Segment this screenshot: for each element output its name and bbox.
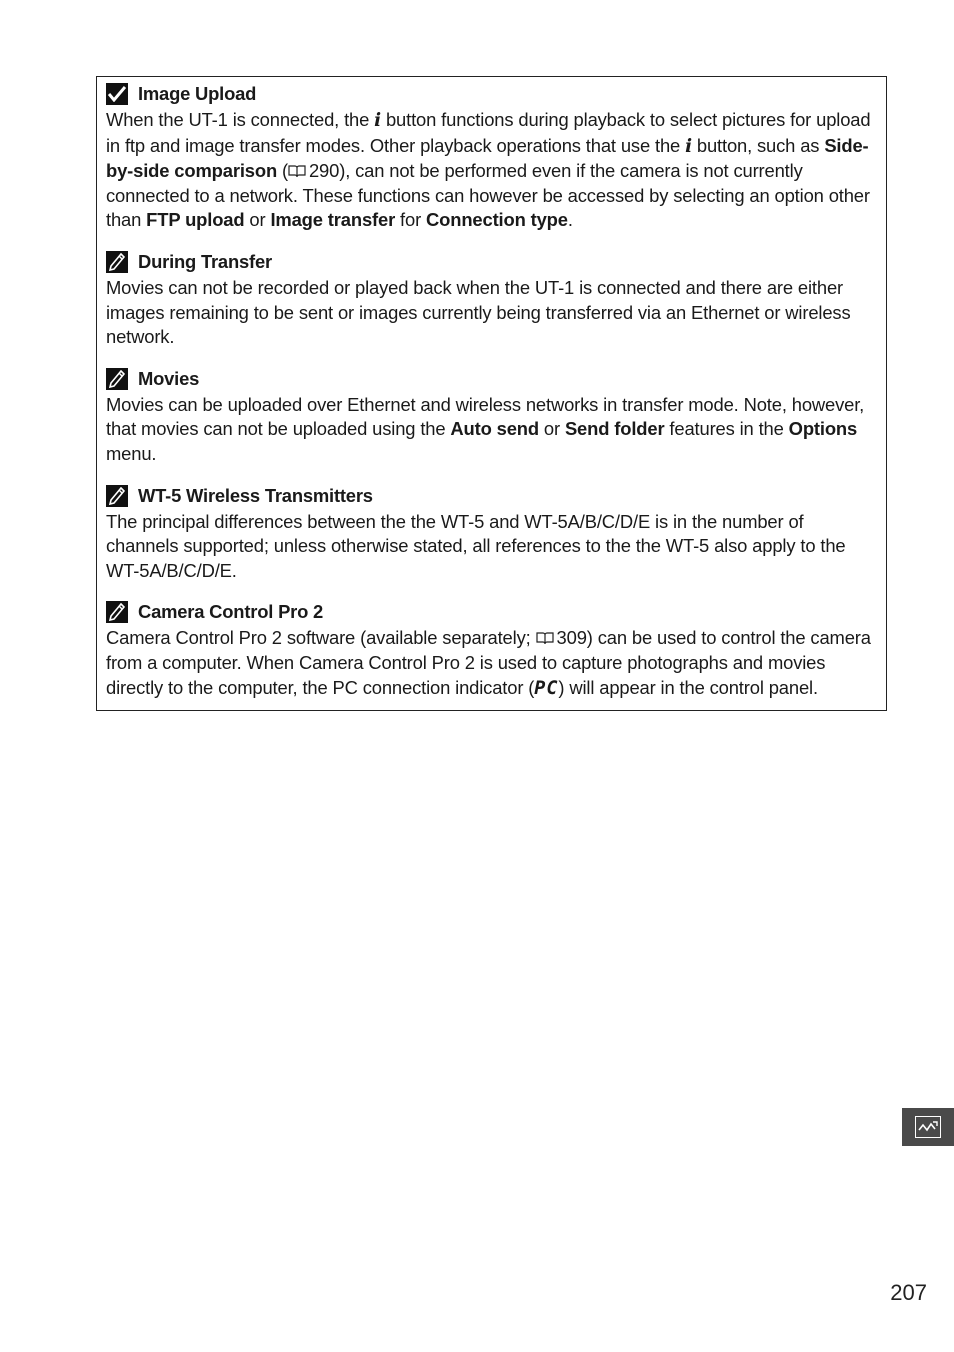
note-title: Image Upload xyxy=(138,83,257,104)
note-body: The principal differences between the the WT-5 and WT-5A/B/C/D/E is in the number of channels supported; unless otherwise stated, all references to the the WT-5 also apply to the WT-5A/B/C/D/E. xyxy=(106,510,846,581)
pencil-icon xyxy=(106,251,128,273)
note-title: Camera Control Pro 2 xyxy=(138,601,324,623)
pencil-icon xyxy=(106,601,128,623)
network-tab-icon xyxy=(902,1108,954,1146)
check-icon xyxy=(106,83,128,105)
note-wt5 xyxy=(106,482,876,584)
i-button-glyph: i xyxy=(685,135,692,157)
note-body: When the UT-1 is connected, the i button functions during playback to select pictures for upload in ftp and image transfer modes. Other playback operations that use the i button, such as Side-by-side comparison ( 290), can not be performed even if the camera is not currently connected to a network. These functions can however be accessed by selecting an option other than FTP upload or Image transfer for Connection type. xyxy=(106,109,871,231)
note-title: Movies xyxy=(138,367,200,389)
pc-indicator-glyph: PC xyxy=(534,677,559,699)
note-title: WT-5 Wireless Transmitters xyxy=(138,484,373,506)
pencil-icon xyxy=(106,485,128,507)
note-movies xyxy=(106,365,876,467)
note-during-transfer xyxy=(106,248,876,350)
note-body: Movies can be uploaded over Ethernet and wireless networks in transfer mode. Note, however, that movies can not be uploaded using the Auto send or Send folder features in the Options menu. xyxy=(106,393,865,464)
note-body: Camera Control Pro 2 software (available separately; 309) can be used to control the camera from a computer. When Camera Control Pro 2 is used to capture photographs and movies directly to the computer, the PC connection indicator (PC) will appear in the control panel. xyxy=(106,627,871,699)
page-number: 207 xyxy=(890,1280,927,1305)
note-camera-control-pro xyxy=(106,598,876,701)
note-image-upload xyxy=(106,80,876,233)
note-body: Movies can not be recorded or played back when the UT-1 is connected and there are either images remaining to be sent or images currently being transferred via an Ethernet or wireless network. xyxy=(106,276,851,348)
note-title: During Transfer xyxy=(138,250,272,272)
book-icon xyxy=(536,627,554,640)
pencil-icon xyxy=(106,368,128,390)
notes-box xyxy=(96,76,887,711)
book-icon xyxy=(288,160,306,173)
i-button-glyph: i xyxy=(374,110,381,131)
